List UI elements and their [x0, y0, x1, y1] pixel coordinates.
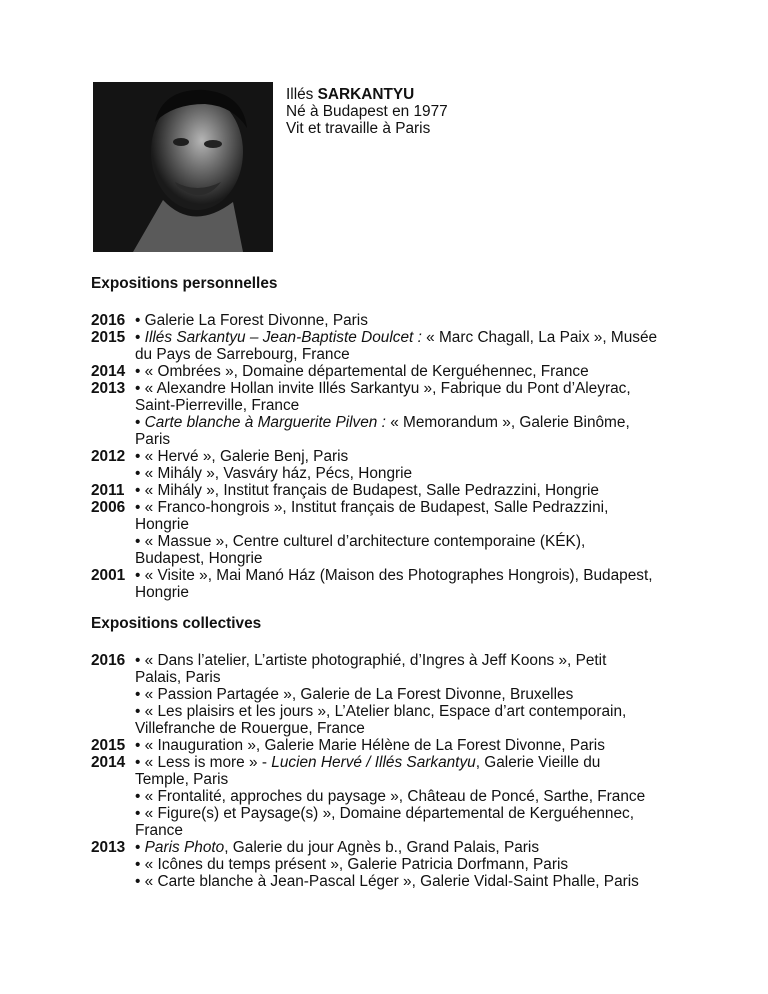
entry-text: Hongrie — [135, 516, 189, 533]
entry-text: • — [135, 839, 145, 856]
exhibition-entry — [135, 737, 695, 754]
entry-line — [135, 856, 695, 873]
section-title: Expositions collectives — [91, 615, 262, 632]
italic-title: Carte blanche à Marguerite Pilven : — [144, 414, 386, 431]
year-row — [91, 737, 695, 754]
exhibition-items — [135, 448, 695, 482]
year-label: 2014 — [91, 363, 126, 380]
artist-identity — [286, 86, 448, 137]
entry-line — [135, 737, 695, 754]
year-label: 2016 — [91, 652, 126, 669]
exhibition-entry — [135, 754, 695, 788]
exhibition-items — [135, 754, 695, 839]
year-label: 2015 — [91, 737, 126, 754]
entry-text: Palais, Paris — [135, 669, 221, 686]
section-title: Expositions personnelles — [91, 275, 278, 292]
exhibition-entry — [135, 448, 695, 465]
exhibition-entry — [135, 703, 695, 737]
artist-surname: SARKANTYU — [317, 86, 415, 103]
entry-line — [135, 312, 695, 329]
entry-line — [135, 567, 695, 584]
exhibition-list — [91, 312, 695, 601]
year-row — [91, 363, 695, 380]
entry-line — [135, 652, 695, 669]
entry-line — [135, 431, 695, 448]
entry-text: • « Dans l’atelier, L’artiste photographié, d’Ingres à Jeff Koons », Petit — [135, 652, 607, 669]
year-row — [91, 839, 695, 890]
solo-exhibitions-section — [91, 275, 695, 601]
entry-text: • « Visite », Mai Manó Ház (Maison des Photographes Hongrois), Budapest, — [135, 567, 653, 584]
entry-text: • — [135, 329, 145, 346]
entry-text: Saint-Pierreville, France — [135, 397, 300, 414]
italic-title: Paris Photo — [144, 839, 225, 856]
entry-line — [135, 788, 695, 805]
artist-name-line — [286, 86, 448, 103]
entry-line — [135, 499, 695, 516]
year-row — [91, 312, 695, 329]
year-row — [91, 448, 695, 482]
entry-text: • « Mihály », Institut français de Budapest, Salle Pedrazzini, Hongrie — [135, 482, 599, 499]
italic-title: Illés Sarkantyu – Jean-Baptiste Doulcet : — [144, 329, 422, 346]
exhibition-items — [135, 312, 695, 329]
year-label: 2006 — [91, 499, 126, 516]
entry-line — [135, 686, 695, 703]
birth-info: Né à Budapest en 1977 — [286, 103, 448, 120]
entry-text: • « Franco-hongrois », Institut français de Budapest, Salle Pedrazzini, — [135, 499, 609, 516]
entry-text: • « Figure(s) et Paysage(s) », Domaine départemental de Kerguéhennec, — [135, 805, 635, 822]
year-row — [91, 482, 695, 499]
exhibition-items — [135, 329, 695, 363]
exhibition-entry — [135, 380, 695, 414]
entry-text: du Pays de Sarrebourg, France — [135, 346, 350, 363]
entry-text: Hongrie — [135, 584, 189, 601]
exhibition-entry — [135, 482, 695, 499]
residence-info: Vit et travaille à Paris — [286, 120, 431, 137]
entry-text: • « Hervé », Galerie Benj, Paris — [135, 448, 349, 465]
entry-line — [135, 720, 695, 737]
exhibition-items — [135, 482, 695, 499]
entry-line — [135, 516, 695, 533]
entry-line — [135, 771, 695, 788]
entry-line — [135, 873, 695, 890]
year-label: 2012 — [91, 448, 126, 465]
entry-text: • « Ombrées », Domaine départemental de Kerguéhennec, France — [135, 363, 589, 380]
entry-text: Villefranche de Rouergue, France — [135, 720, 365, 737]
entry-text: • « Alexandre Hollan invite Illés Sarkantyu », Fabrique du Pont d’Aleyrac, — [135, 380, 631, 397]
exhibition-entry — [135, 652, 695, 686]
entry-line — [135, 380, 695, 397]
year-row — [91, 499, 695, 567]
italic-title: Lucien Hervé / Illés Sarkantyu — [271, 754, 476, 771]
artist-first-name: Illés — [286, 86, 314, 103]
exhibition-entry — [135, 329, 695, 363]
exhibition-items — [135, 567, 695, 601]
year-label: 2016 — [91, 312, 126, 329]
entry-text: « Marc Chagall, La Paix », Musée — [421, 329, 658, 346]
entry-text: • « Passion Partagée », Galerie de La Forest Divonne, Bruxelles — [135, 686, 574, 703]
entry-text: Temple, Paris — [135, 771, 229, 788]
entry-text: • « Mihály », Vasváry ház, Pécs, Hongrie — [135, 465, 413, 482]
entry-text: « Memorandum », Galerie Binôme, — [385, 414, 630, 431]
exhibition-entry — [135, 567, 695, 601]
year-label: 2013 — [91, 380, 126, 397]
exhibition-entry — [135, 686, 695, 703]
exhibition-entry — [135, 873, 695, 890]
artist-portrait-photo — [93, 82, 273, 252]
entry-line — [135, 363, 695, 380]
exhibition-items — [135, 380, 695, 448]
group-exhibitions-section — [91, 615, 695, 890]
entry-line — [135, 805, 695, 822]
entry-line — [135, 669, 695, 686]
year-row — [91, 567, 695, 601]
exhibition-items — [135, 499, 695, 567]
entry-line — [135, 397, 695, 414]
year-label: 2011 — [91, 482, 125, 499]
entry-text: France — [135, 822, 183, 839]
entry-text: • « Inauguration », Galerie Marie Hélène de La Forest Divonne, Paris — [135, 737, 605, 754]
year-row — [91, 380, 695, 448]
year-label: 2014 — [91, 754, 126, 771]
entry-line — [135, 329, 695, 346]
year-row — [91, 329, 695, 363]
entry-line — [135, 482, 695, 499]
exhibition-entry — [135, 499, 695, 533]
entry-line — [135, 465, 695, 482]
entry-line — [135, 448, 695, 465]
exhibition-entry — [135, 788, 695, 805]
exhibition-items — [135, 363, 695, 380]
year-row — [91, 754, 695, 839]
exhibition-entry — [135, 805, 695, 839]
exhibition-items — [135, 839, 695, 890]
year-label: 2001 — [91, 567, 126, 584]
entry-line — [135, 533, 695, 550]
entry-text: Budapest, Hongrie — [135, 550, 263, 567]
exhibition-items — [135, 737, 695, 754]
exhibition-entry — [135, 414, 695, 448]
exhibition-entry — [135, 312, 695, 329]
entry-line — [135, 550, 695, 567]
year-label: 2015 — [91, 329, 126, 346]
exhibition-entry — [135, 363, 695, 380]
exhibition-entry — [135, 465, 695, 482]
entry-text: • « Massue », Centre culturel d’architecture contemporaine (KÉK), — [135, 533, 586, 550]
entry-line — [135, 822, 695, 839]
entry-text: • « Icônes du temps présent », Galerie Patricia Dorfmann, Paris — [135, 856, 569, 873]
year-row — [91, 652, 695, 737]
entry-text: • — [135, 414, 145, 431]
entry-text: • « Les plaisirs et les jours », L’Atelier blanc, Espace d’art contemporain, — [135, 703, 627, 720]
entry-text: , Galerie du jour Agnès b., Grand Palais, Paris — [224, 839, 540, 856]
entry-text: • « Carte blanche à Jean-Pascal Léger », Galerie Vidal-Saint Phalle, Paris — [135, 873, 639, 890]
entry-line — [135, 703, 695, 720]
entry-text: • « Less is more » - — [135, 754, 272, 771]
exhibition-items — [135, 652, 695, 737]
entry-line — [135, 839, 695, 856]
exhibition-list — [91, 652, 695, 890]
entry-line — [135, 584, 695, 601]
entry-text: , Galerie Vieille du — [475, 754, 601, 771]
exhibition-entry — [135, 856, 695, 873]
year-label: 2013 — [91, 839, 126, 856]
entry-line — [135, 346, 695, 363]
entry-line — [135, 754, 695, 771]
entry-text: • « Frontalité, approches du paysage », Château de Poncé, Sarthe, France — [135, 788, 646, 805]
entry-text: • Galerie La Forest Divonne, Paris — [135, 312, 368, 329]
entry-text: Paris — [135, 431, 171, 448]
portrait-image — [93, 82, 273, 252]
entry-line — [135, 414, 695, 431]
exhibition-entry — [135, 839, 695, 856]
exhibition-entry — [135, 533, 695, 567]
